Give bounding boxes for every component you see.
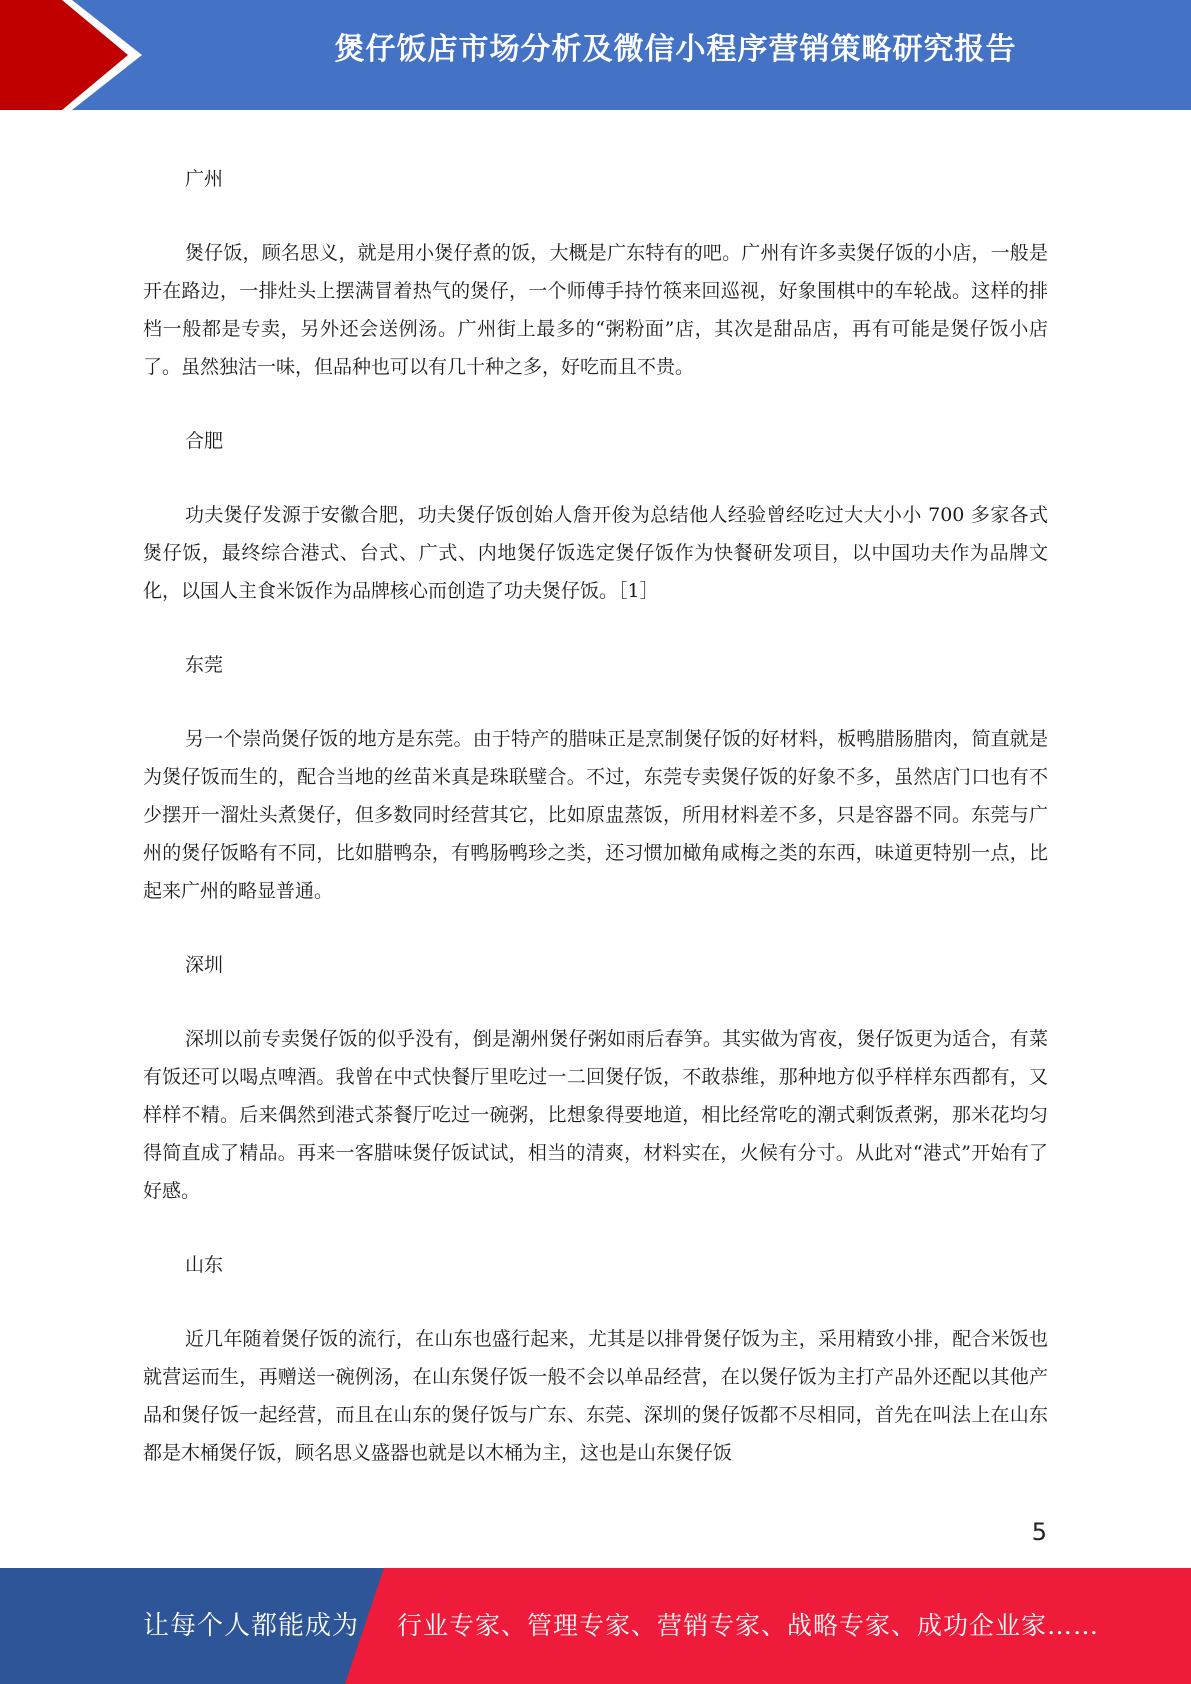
- section-heading: 合肥: [185, 430, 224, 452]
- footer-slogan-left: 让每个人都能成为: [143, 1611, 360, 1641]
- section-paragraph: 另一个崇尚煲仔饭的地方是东莞。由于特产的腊味正是烹制煲仔饭的好材料，板鸭腊肠腊肉，简直就是为煲仔饭而生的，配合当地的丝苗米真是珠联璧合。不过，东莞专卖煲仔饭的好象不多，虽然店门口也有不少摆开一溜灶头煮煲仔，但多数同时经营其它，比如原盅蒸饭，所用材料差不多，只是容器不同。东莞与广州的煲仔饭略有不同，比如腊鸭杂，有鸭肠鸭珍之类，还习惯加橄角咸梅之类的东西，味道更特别一点，比起来广州的略显普通。: [143, 728, 1048, 902]
- footer-slogan-right: 行业专家、管理专家、营销专家、战略专家、成功企业家……: [397, 1611, 1100, 1640]
- footer-banner: [0, 1568, 1191, 1684]
- page-number: 5: [1031, 1518, 1047, 1546]
- section-paragraph: 深圳以前专卖煲仔饭的似乎没有，倒是潮州煲仔粥如雨后春笋。其实做为宵夜，煲仔饭更为适合，有菜有饭还可以喝点啤酒。我曾在中式快餐厅里吃过一二回煲仔饭，不敢恭维，那种地方似乎样样东西都有，又样样不精。后来偶然到港式茶餐厅吃过一碗粥，比想象得要地道，相比经常吃的潮式剩饭煮粥，那米花均匀得简直成了精品。再来一客腊味煲仔饭试试，相当的清爽，材料实在，火候有分寸。从此对“港式”开始有了好感。: [143, 1028, 1048, 1202]
- document-title: 煲仔饭店市场分析及微信小程序营销策略研究报告: [334, 32, 1017, 67]
- section-heading: 广州: [185, 168, 224, 190]
- report-body: [143, 160, 1048, 1472]
- section-guangzhou: [143, 160, 1048, 422]
- section-dongguan: [143, 646, 1048, 946]
- section-shenzhen: [143, 946, 1048, 1246]
- section-heading: 东莞: [185, 654, 224, 676]
- header-arrow-accent: [0, 0, 150, 110]
- section-heading: 山东: [185, 1254, 224, 1276]
- header-banner: [0, 0, 1191, 110]
- section-hefei: [143, 422, 1048, 646]
- section-shandong: [143, 1246, 1048, 1472]
- section-paragraph: 近几年随着煲仔饭的流行，在山东也盛行起来，尤其是以排骨煲仔饭为主，采用精致小排，配合米饭也就营运而生，再赠送一碗例汤，在山东煲仔饭一般不会以单品经营，在以煲仔饭为主打产品外还配以其他产品和煲仔饭一起经营，而且在山东的煲仔饭与广东、东莞、深圳的煲仔饭都不尽相同，首先在叫法上在山东都是木桶煲仔饭，顾名思义盛器也就是以木桶为主，这也是山东煲仔饭: [143, 1328, 1048, 1464]
- section-paragraph: 煲仔饭，顾名思义，就是用小煲仔煮的饭，大概是广东特有的吧。广州有许多卖煲仔饭的小店，一般是开在路边，一排灶头上摆满冒着热气的煲仔，一个师傅手持竹筷来回巡视，好象围棋中的车轮战。这样的排档一般都是专卖，另外还会送例汤。广州街上最多的“粥粉面”店，其次是甜品店，再有可能是煲仔饭小店了。虽然独沽一味，但品种也可以有几十种之多，好吃而且不贵。: [143, 242, 1048, 378]
- section-heading: 深圳: [185, 954, 224, 976]
- section-paragraph: 功夫煲仔发源于安徽合肥，功夫煲仔饭创始人詹开俊为总结他人经验曾经吃过大大小小 700 多家各式煲仔饭，最终综合港式、台式、广式、内地煲仔饭选定煲仔饭作为快餐研发项目，以中国功夫作为品牌文化，以国人主食米饭作为品牌核心而创造了功夫煲仔饭。［1］: [143, 504, 1048, 602]
